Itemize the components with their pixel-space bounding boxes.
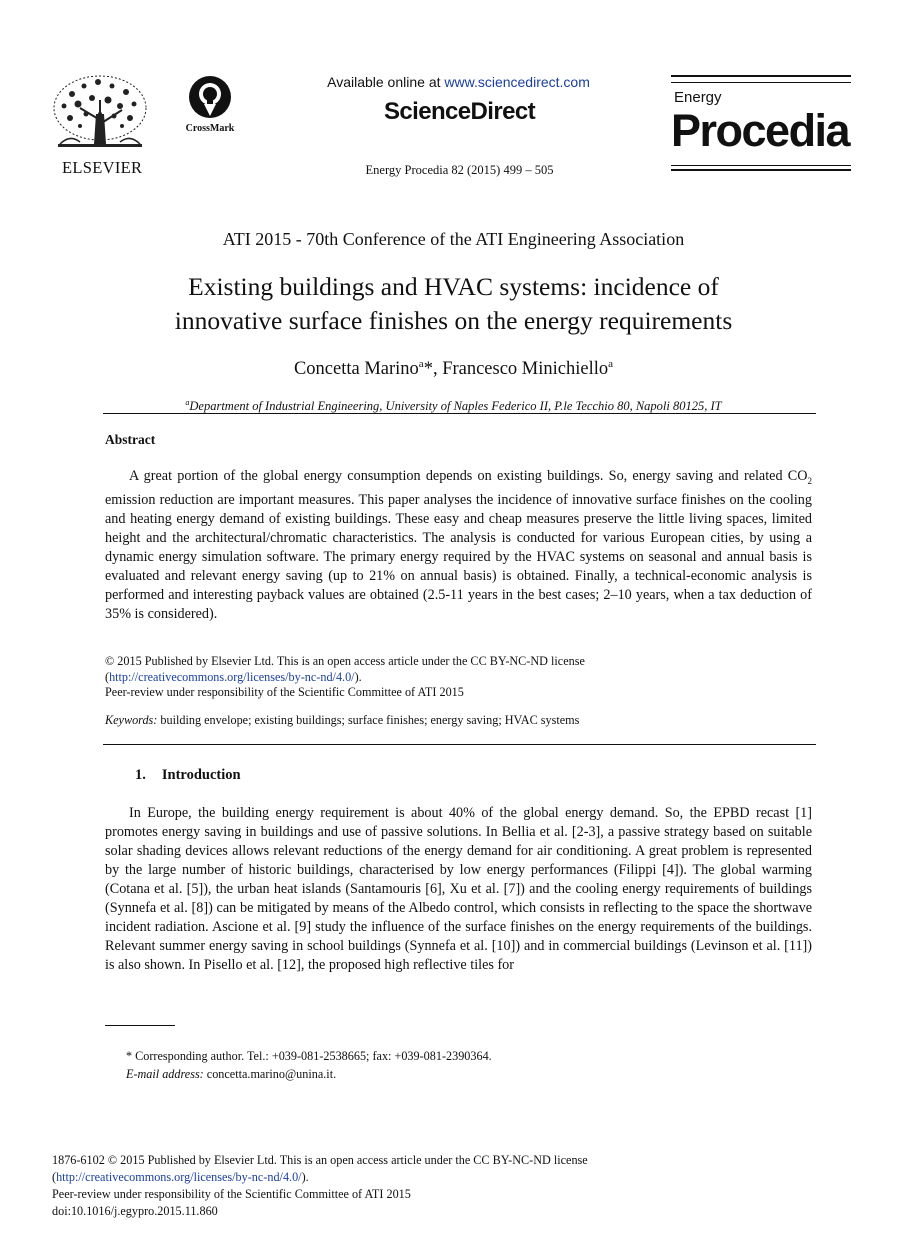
- journal-logo-rule: [671, 165, 851, 166]
- doi: doi:10.1016/j.egypro.2015.11.860: [52, 1204, 218, 1218]
- author-separator: ,: [432, 359, 443, 379]
- title-line: Existing buildings and HVAC systems: incidence of: [188, 272, 719, 301]
- journal-logo-procedia: Procedia: [671, 105, 850, 156]
- keywords-label: Keywords:: [105, 713, 158, 727]
- license-line: © 2015 Published by Elsevier Ltd. This is an open access article under the CC BY-NC-ND license: [105, 654, 585, 668]
- footer: [52, 1152, 812, 1220]
- email-footnote: [126, 1067, 336, 1082]
- footer-peer-review: Peer-review under responsibility of the Scientific Committee of ATI 2015: [52, 1187, 411, 1201]
- publisher-name: ELSEVIER: [62, 158, 143, 177]
- author-list: [0, 358, 907, 380]
- journal-logo-energy: Energy: [674, 89, 722, 106]
- author-name: Concetta Marino: [293, 359, 419, 379]
- affiliation-mark: a: [185, 398, 190, 407]
- sciencedirect-link[interactable]: www.sciencedirect.com: [444, 74, 590, 90]
- footer-license-line: (http://creativecommons.org/licenses/by-nc-nd/4.0/).: [52, 1170, 309, 1184]
- author-affil-mark: a: [608, 358, 614, 370]
- paper-title: [0, 270, 907, 338]
- abstract-text: A great portion of the global energy consumption depends on existing buildings. So, energy saving and related $CO_2$ emission reduction are important measures. This paper analyses the incidence of innovative surface finishes on the cooling and heating energy demand of existing buildings. These easy and cheap measures preserve the little living spaces, limited height and the architectural/chromatic characteristics. The analysis is conducted for various European cities, by using a dynamic energy simulation software. The primary energy required by the HVAC systems on seasonal and annual basis is evaluated and relevant energy saving (up to 21% on annual basis) is obtained. Finally, a technical-economic analysis is performed and interesting payback values are obtained (2.5-11 years in the best cases; 2–10 years, when a tax deduction of 35% is considered).: [105, 468, 812, 622]
- title-line: innovative surface finishes on the energy requirements: [174, 306, 733, 335]
- author-name: Francesco Minichiello: [442, 359, 609, 379]
- journal-logo-rule: [671, 169, 851, 171]
- divider: [103, 413, 816, 414]
- email-label: E-mail address:: [126, 1067, 204, 1081]
- journal-logo-rule: [671, 75, 851, 77]
- license-block: [105, 654, 817, 701]
- affiliation-text: Department of Industrial Engineering, University of Naples Federico II, P.le Tecchio 80, Napoli 80125, IT: [189, 399, 722, 413]
- platform-name: ScienceDirect: [384, 98, 535, 125]
- conference-name: ATI 2015 - 70th Conference of the ATI Engineering Association: [222, 229, 685, 249]
- subscript: 2: [807, 475, 812, 486]
- journal-logo-rule: [671, 82, 851, 83]
- divider: [103, 744, 816, 745]
- keywords-text: building envelope; existing buildings; surface finishes; energy saving; HVAC systems: [157, 713, 580, 727]
- email-address: concetta.marino@unina.it.: [203, 1067, 337, 1081]
- section-title: Introduction: [161, 767, 241, 783]
- abstract-heading: Abstract: [105, 432, 156, 447]
- affiliation: [0, 398, 907, 414]
- footer-license-link[interactable]: http://creativecommons.org/licenses/by-nc-nd/4.0/: [56, 1170, 302, 1184]
- section-number: 1.: [135, 767, 146, 783]
- intro-paragraph: In Europe, the building energy requirement is about 40% of the global energy demand. So, the EPBD recast [1] promotes energy saving in buildings and use of passive solutions. In Bellia et al. [2-3], a passive strategy based on suitable solar shading devices allows relevant reductions of the energy demand for air conditioning. A great problem is represented by the large number of historic buildings, characterised by low energy performances (Filippi [4]). The global warming (Cotana et al. [5]), the urban heat islands (Santamouris [6], Xu et al. [7]) and the cooling energy requirements of buildings (Synnefa et al. [8]) can be mitigated by means of the Albedo control, which consists in reflecting to the space the shortwave incident radiation. Ascione et al. [9] study the influence of the surface finishes on the energy requirements of the buildings. Relevant summer energy saving in school buildings (Synnefa et al. [10]) and in commercial buildings (Levinson et al. [11]) is also shown. In Pisello et al. [12], the proposed high reflective tiles for: [105, 805, 812, 973]
- issn-line: 1876-6102 © 2015 Published by Elsevier Ltd. This is an open access article under the CC BY-NC-ND license: [52, 1153, 588, 1167]
- section-heading: [135, 767, 257, 784]
- peer-review-line: Peer-review under responsibility of the Scientific Committee of ATI 2015: [105, 685, 464, 699]
- corresponding-footnote: * Corresponding author. Tel.: +039-081-2538665; fax: +039-081-2390364.: [126, 1049, 492, 1063]
- keywords: [105, 713, 817, 728]
- license-link-line: (http://creativecommons.org/licenses/by-nc-nd/4.0/).: [105, 669, 362, 684]
- corresponding-mark: *: [423, 359, 433, 379]
- crossmark-label: CrossMark: [185, 123, 235, 134]
- footnote-rule: [105, 1025, 175, 1026]
- author-affil-mark: a: [418, 358, 424, 370]
- license-link[interactable]: http://creativecommons.org/licenses/by-nc-nd/4.0/: [109, 669, 355, 684]
- available-prefix: Available online at: [327, 74, 445, 90]
- journal-reference: Energy Procedia 82 (2015) 499 – 505: [365, 163, 554, 177]
